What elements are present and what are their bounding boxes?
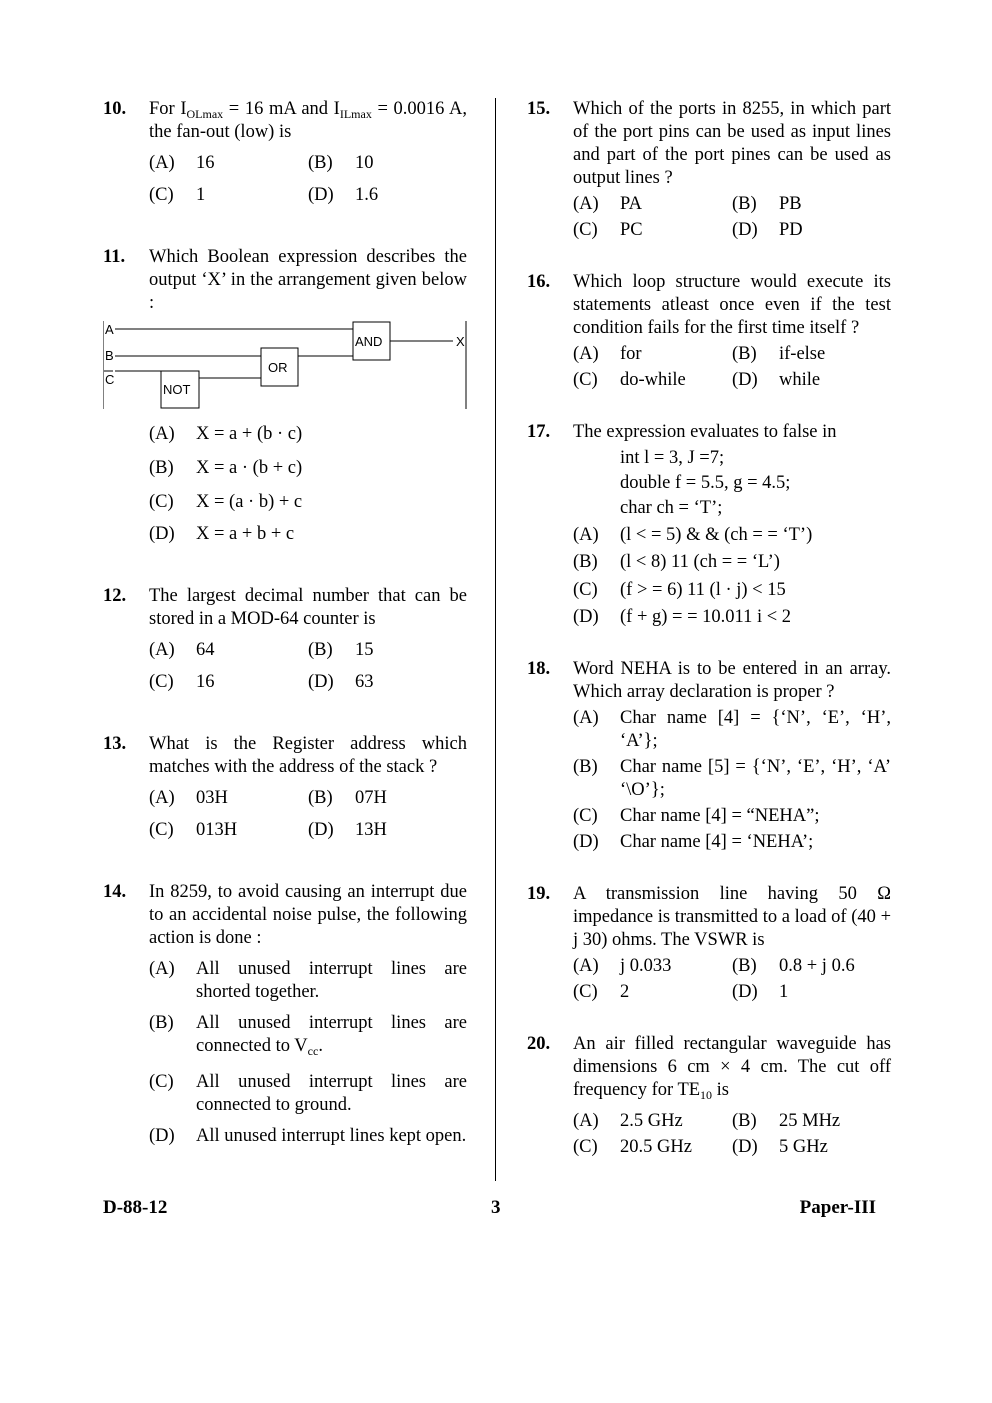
not-gate-label: NOT (163, 382, 191, 397)
options (573, 524, 891, 629)
options (573, 707, 891, 854)
question-text: The largest decimal number that can be stored in a MOD-64 counter is (149, 586, 467, 629)
option-d[interactable]: (D) PD (732, 220, 803, 240)
logic-circuit-diagram (103, 321, 467, 415)
option-d[interactable]: (D) 5 GHz (732, 1137, 828, 1157)
question-text: Which loop structure would execute its statements atleast once even if the test condition fails for the first time itself ? (573, 272, 891, 338)
question-20 (527, 1033, 891, 1159)
option-d[interactable]: (D) while (732, 370, 821, 390)
option-c[interactable]: (C) X = (a · b) + c (149, 492, 303, 512)
question-number: 17. (527, 422, 551, 442)
question-text: The expression evaluates to false in (573, 422, 837, 442)
question-16 (527, 271, 891, 392)
options (573, 1110, 891, 1159)
code-snippet (573, 447, 891, 522)
option-a[interactable]: (A) X = a + (b · c) (149, 424, 303, 444)
question-number: 15. (527, 99, 551, 119)
output-x-label: X (456, 334, 465, 349)
option-a[interactable]: (A) (l < = 5) & & (ch = = ‘T’) (573, 525, 813, 545)
question-19 (527, 883, 891, 1004)
option-b[interactable]: (B) if-else (732, 344, 826, 364)
paper-code: D-88-12 (103, 1197, 168, 1218)
option-d[interactable]: (D) Char name [4] = ‘NEHA’; (573, 832, 814, 852)
option-a[interactable]: (A) 2.5 GHz (573, 1111, 683, 1131)
left-column (103, 98, 467, 1148)
question-number: 20. (527, 1034, 551, 1054)
option-c[interactable]: (C) All unused interrupt lines are connected to ground. (149, 1072, 467, 1115)
question-text: Which Boolean expression describes the output ‘X’ in the arrangement given below : (149, 247, 467, 313)
question-number: 12. (103, 586, 127, 606)
option-d[interactable]: (D) 13H (308, 820, 387, 840)
question-number: 10. (103, 99, 127, 119)
question-text: What is the Register address which matches with the address of the stack ? (149, 734, 467, 777)
option-c[interactable]: (C) (f > = 6) 11 (l · j) < 15 (573, 580, 786, 600)
option-c[interactable]: (C) 1 (149, 185, 206, 205)
right-column (527, 98, 891, 1159)
option-b[interactable]: (B) 07H (308, 788, 387, 808)
question-number: 14. (103, 882, 127, 902)
option-b[interactable]: (B) X = a · (b + c) (149, 458, 303, 478)
option-c[interactable]: (C) 2 (573, 982, 630, 1002)
option-b[interactable]: (B) (l < 8) 11 (ch = = ‘L’) (573, 552, 780, 572)
option-c[interactable]: (C) 20.5 GHz (573, 1137, 692, 1157)
option-b[interactable]: (B) 25 MHz (732, 1111, 841, 1131)
question-10 (103, 98, 467, 207)
input-c-label: C (105, 372, 115, 387)
option-d[interactable]: (D) (f + g) = = 10.011 i < 2 (573, 607, 792, 627)
option-d[interactable]: (D) All unused interrupt lines kept open. (149, 1126, 467, 1146)
option-a[interactable]: (A) j 0.033 (573, 956, 672, 976)
options (149, 423, 467, 546)
option-b[interactable]: (B) 15 (308, 640, 374, 660)
option-b[interactable]: (B) 0.8 + j 0.6 (732, 956, 855, 976)
option-b[interactable]: (B) PB (732, 194, 802, 214)
question-text: For $I_{OLmax} = 16$ mA and $I_{ILmax} = 0.0016$ A, the fan-out (low) is (149, 99, 467, 142)
option-a[interactable]: (A) for (573, 344, 642, 364)
option-c[interactable]: (C) PC (573, 220, 643, 240)
option-c[interactable]: (C) Char name [4] = “NEHA”; (573, 806, 820, 826)
question-12 (103, 585, 467, 694)
question-number: 11. (103, 247, 126, 267)
question-number: 16. (527, 272, 551, 292)
option-c[interactable]: (C) do-while (573, 370, 686, 390)
or-gate-label: OR (268, 360, 288, 375)
option-a[interactable]: (A) 16 (149, 153, 215, 173)
question-text: A transmission line having 50 Ω impedance is transmitted to a load of (40 + j 30) ohms. The VSWR is (573, 884, 891, 950)
option-a[interactable]: (A) 64 (149, 640, 215, 660)
question-17 (527, 421, 891, 629)
question-text: Which of the ports in 8255, in which part of the port pins can be used as input lines and part of the port pines can be used as output lines ? (573, 99, 891, 188)
option-b[interactable]: (B) Char name [5] = {‘N’, ‘E’, ‘H’, ‘A’ ‘\O’}; (573, 757, 891, 800)
options (149, 787, 467, 842)
option-a[interactable]: (A) All unused interrupt lines are shorted together. (149, 959, 467, 1002)
option-b[interactable]: (B) 10 (308, 153, 374, 173)
option-b[interactable]: (B) All unused interrupt lines are connected to $V_{cc}$. (149, 1013, 467, 1058)
options (573, 955, 891, 1004)
page-number: 3 (491, 1197, 501, 1218)
question-number: 19. (527, 884, 551, 904)
option-a[interactable]: (A) 03H (149, 788, 228, 808)
page-footer (103, 1196, 876, 1220)
question-text: An air filled rectangular waveguide has dimensions 6 cm × 4 cm. The cut off frequency for $TE_{10}$ is (573, 1034, 891, 1102)
column-divider (495, 98, 496, 1181)
options (149, 639, 467, 694)
option-a[interactable]: (A) Char name [4] = {‘N’, ‘E’, ‘H’, ‘A’}; (573, 708, 891, 751)
option-d[interactable]: (D) 1.6 (308, 185, 379, 205)
option-a[interactable]: (A) PA (573, 194, 642, 214)
option-c[interactable]: (C) 013H (149, 820, 238, 840)
code-line: char ch = ‘T’; (620, 498, 723, 518)
and-gate-label: AND (355, 334, 383, 349)
question-11 (103, 246, 467, 546)
option-d[interactable]: (D) X = a + b + c (149, 524, 295, 544)
option-d[interactable]: (D) 63 (308, 672, 374, 692)
question-text: Word NEHA is to be entered in an array. Which array declaration is proper ? (573, 659, 891, 702)
input-b-label: B (105, 348, 114, 363)
question-text: In 8259, to avoid causing an interrupt due to an accidental noise pulse, the following action is done : (149, 882, 467, 948)
input-a-label: A (105, 322, 114, 337)
option-c[interactable]: (C) 16 (149, 672, 215, 692)
options (149, 958, 467, 1148)
code-line: int l = 3, J =7; (620, 448, 725, 468)
code-line: double f = 5.5, g = 4.5; (620, 473, 791, 493)
question-18 (527, 658, 891, 854)
paper-label: Paper-III (799, 1197, 876, 1218)
options (573, 193, 891, 242)
question-14 (103, 881, 467, 1148)
option-d[interactable]: (D) 1 (732, 982, 789, 1002)
options (149, 152, 467, 207)
question-15 (527, 98, 891, 242)
question-number: 13. (103, 734, 127, 754)
question-13 (103, 733, 467, 842)
question-number: 18. (527, 659, 551, 679)
options (573, 343, 891, 392)
